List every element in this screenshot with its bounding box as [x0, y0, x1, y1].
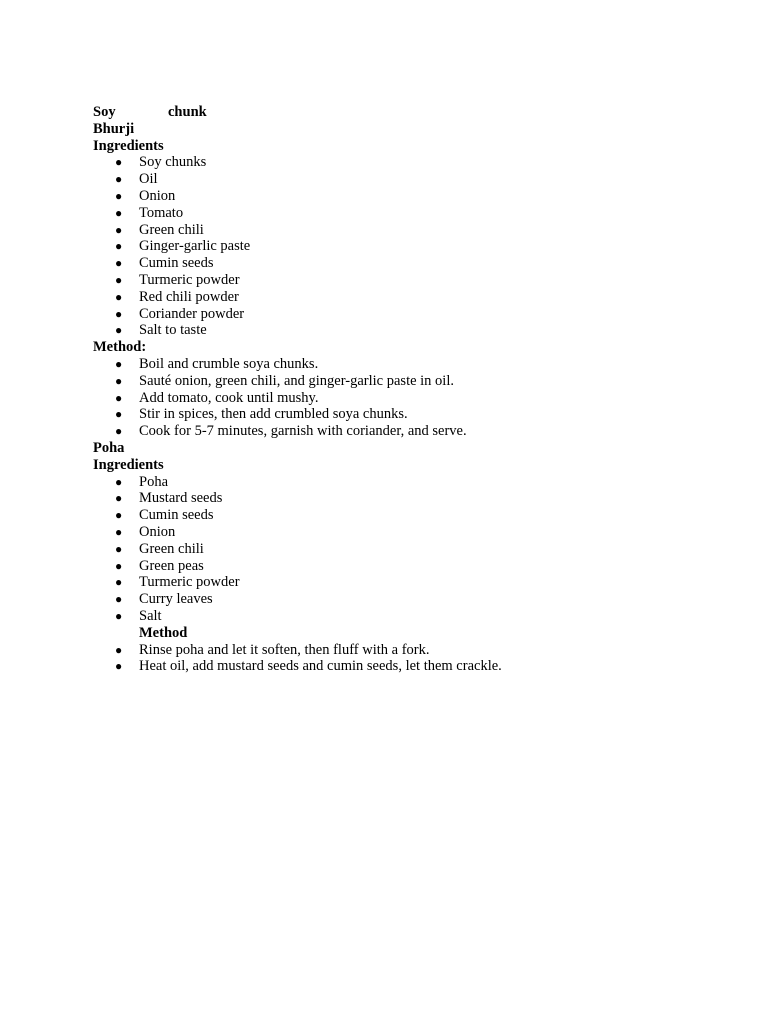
list-item	[93, 524, 733, 541]
bullet-icon: ●	[115, 508, 123, 523]
bullet-icon: ●	[115, 188, 123, 203]
list-item	[93, 591, 733, 608]
bullet-icon: ●	[115, 222, 123, 237]
recipe2-method-heading: Method	[139, 624, 188, 641]
bullet-icon: ●	[115, 474, 123, 489]
bullet-icon: ●	[115, 256, 123, 271]
bullet-icon: ●	[115, 424, 123, 439]
bullet-icon: ●	[115, 541, 123, 556]
method-step-text: Rinse poha and let it soften, then fluff with a fork.	[139, 641, 430, 658]
bullet-icon: ●	[115, 407, 123, 422]
recipe1-title	[93, 104, 733, 121]
bullet-icon: ●	[115, 155, 123, 170]
bullet-icon: ●	[115, 642, 123, 657]
bullet-icon: ●	[115, 239, 123, 254]
method-step-text: Cook for 5-7 minutes, garnish with coriander, and serve.	[139, 423, 467, 440]
list-item	[93, 322, 733, 339]
method-step-text: Boil and crumble soya chunks.	[139, 355, 319, 372]
list-item	[93, 574, 733, 591]
bullet-icon: ●	[115, 289, 123, 304]
bullet-icon: ●	[115, 524, 123, 539]
bullet-icon: ●	[115, 306, 123, 321]
ingredient-text: Turmeric powder	[139, 271, 240, 288]
list-item	[93, 406, 733, 423]
list-item	[93, 356, 733, 373]
bullet-icon: ●	[115, 323, 123, 338]
recipe1-ingredients-heading: Ingredients	[93, 137, 164, 154]
bullet-icon: ●	[115, 491, 123, 506]
ingredient-text: Soy chunks	[139, 154, 207, 171]
list-item	[93, 541, 733, 558]
list-item	[93, 507, 733, 524]
list-item	[93, 154, 733, 171]
list-item	[93, 558, 733, 575]
recipe2-method-list	[93, 642, 733, 676]
ingredient-text: Coriander powder	[139, 305, 245, 322]
ingredient-text: Poha	[139, 473, 168, 490]
list-item	[93, 306, 733, 323]
ingredient-text: Green peas	[139, 557, 204, 574]
recipe1-method-heading: Method:	[93, 339, 147, 356]
recipe2-ingredients-list	[93, 474, 733, 625]
method-step-text: Sauté onion, green chili, and ginger-garlic paste in oil.	[139, 372, 454, 389]
list-item	[93, 255, 733, 272]
document-page	[93, 104, 733, 675]
list-item	[93, 289, 733, 306]
bullet-icon: ●	[115, 272, 123, 287]
ingredient-text: Mustard seeds	[139, 490, 223, 507]
list-item	[93, 642, 733, 659]
list-item	[93, 205, 733, 222]
ingredient-text: Red chili powder	[139, 288, 239, 305]
ingredient-text: Cumin seeds	[139, 507, 214, 524]
bullet-icon: ●	[115, 172, 123, 187]
recipe2-ingredients-heading: Ingredients	[93, 456, 164, 473]
list-item	[93, 423, 733, 440]
ingredient-text: Green chili	[139, 540, 204, 557]
recipe1-title-word2: chunk	[168, 104, 207, 120]
ingredient-text: Salt to taste	[139, 322, 207, 339]
list-item	[93, 238, 733, 255]
recipe2-title: Poha	[93, 439, 125, 456]
ingredient-text: Curry leaves	[139, 591, 213, 608]
ingredient-text: Oil	[139, 171, 158, 188]
bullet-icon: ●	[115, 592, 123, 607]
method-step-text: Heat oil, add mustard seeds and cumin seeds, let them crackle.	[139, 658, 502, 675]
ingredient-text: Onion	[139, 187, 176, 204]
list-item	[93, 390, 733, 407]
recipe1-title-line2: Bhurji	[93, 120, 135, 137]
recipe1-ingredients-list	[93, 154, 733, 339]
ingredient-text: Green chili	[139, 221, 204, 238]
bullet-icon: ●	[115, 558, 123, 573]
method-step-text: Add tomato, cook until mushy.	[139, 389, 319, 406]
ingredient-text: Cumin seeds	[139, 255, 214, 272]
bullet-icon: ●	[115, 390, 123, 405]
list-item	[93, 188, 733, 205]
bullet-icon: ●	[115, 659, 123, 674]
bullet-icon: ●	[115, 575, 123, 590]
recipe1-method-list	[93, 356, 733, 440]
bullet-icon: ●	[115, 356, 123, 371]
method-step-text: Stir in spices, then add crumbled soya chunks.	[139, 406, 408, 423]
list-item	[93, 272, 733, 289]
list-item	[93, 474, 733, 491]
list-item	[93, 171, 733, 188]
list-item	[93, 658, 733, 675]
recipe1-title-word1: Soy	[93, 104, 116, 120]
ingredient-text: Tomato	[139, 204, 184, 221]
bullet-icon: ●	[115, 608, 123, 623]
ingredient-text: Turmeric powder	[139, 574, 240, 591]
ingredient-text: Salt	[139, 607, 162, 624]
ingredient-text: Onion	[139, 523, 176, 540]
list-item	[93, 222, 733, 239]
list-item	[93, 608, 733, 625]
list-item	[93, 490, 733, 507]
list-item	[93, 373, 733, 390]
ingredient-text: Ginger-garlic paste	[139, 238, 251, 255]
bullet-icon: ●	[115, 205, 123, 220]
bullet-icon: ●	[115, 373, 123, 388]
